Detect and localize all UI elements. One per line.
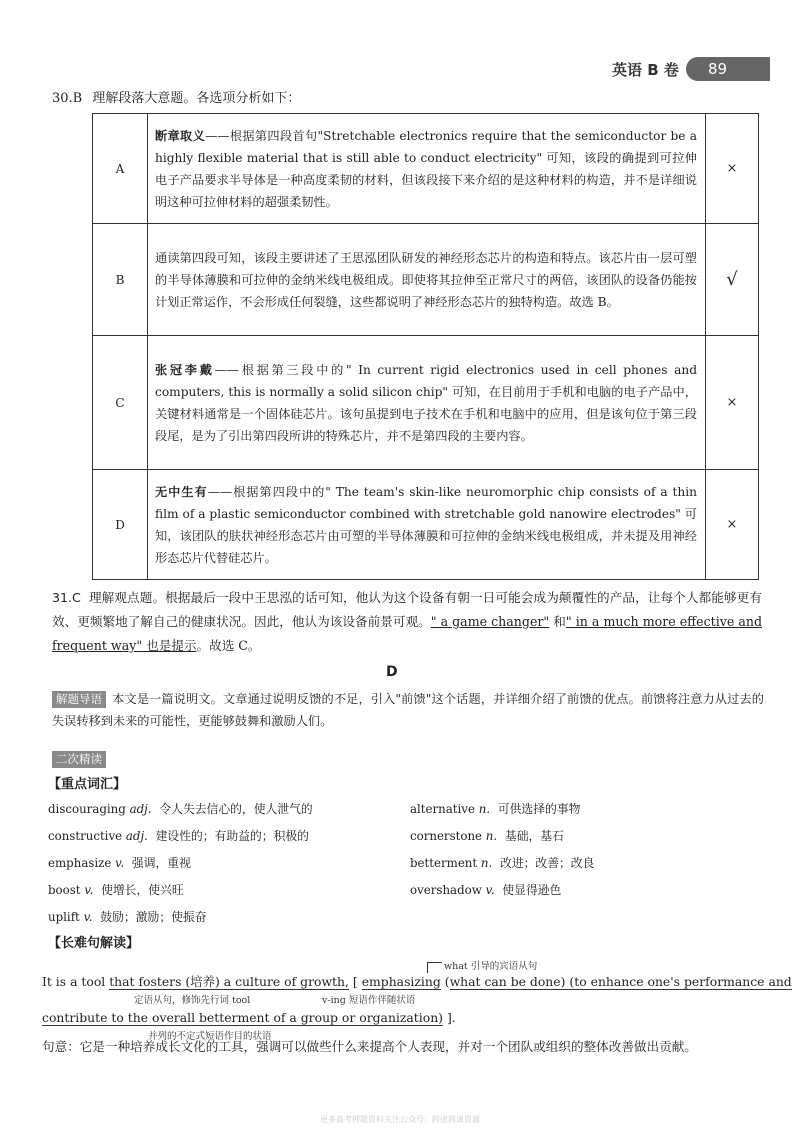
- q30-heading: [52, 89, 300, 109]
- vocab-meaning: 建设性的；有助益的；积极的: [155, 829, 309, 843]
- header-title: 英语 B 卷: [612, 61, 679, 79]
- option-text: ——根据第四段首句"Stretchable electronics require that the semiconductor be a highly flexible material that is still able to conduct electricity" 可知，该段的确提到可拉伸电子产品要求半导体是一种高度柔韧的材料，但该段接下来介绍的是这种材料的构造，并不是详细说明这种可拉伸材料的超强柔韧性。: [155, 128, 698, 209]
- q31-label: 31.C: [52, 590, 81, 605]
- sentence-part: ].: [443, 1010, 456, 1025]
- vocab-meaning: 基础，基石: [504, 829, 564, 843]
- guide-tag: 解题导语: [52, 691, 106, 708]
- option-mark: ×: [706, 114, 759, 224]
- object-clause: what can be done: [449, 974, 561, 989]
- annotation-infinitive: 并列的不定式短语作目的状语: [148, 1031, 272, 1042]
- option-letter: D: [93, 470, 148, 580]
- vocab-item: [410, 852, 594, 874]
- vocab-item: [410, 798, 594, 820]
- option-analysis: [148, 470, 706, 580]
- guide-paragraph: [52, 688, 764, 732]
- option-text: ——根据第三段中的" In current rigid electronics used in cell phones and computers, this is normally a solid silicon chip" 可知，在目前用于手机和电脑的电子产品中，关键材料通常是一个固体硅芯片。该句虽提到电子技术在手机和电脑中的应用，但是该句位于第三段段尾，是为了引出第四段所讲的特殊芯片，并不是第四段的主要内容。: [155, 362, 698, 443]
- option-mark: ×: [706, 336, 759, 470]
- vocab-item: [48, 906, 313, 928]
- table-row: [93, 224, 759, 336]
- vocab-heading: 【重点词汇】: [48, 777, 127, 792]
- vocab-pos: adj.: [125, 829, 148, 843]
- v-ing-phrase: emphasizing: [361, 974, 441, 989]
- vocab-item: [410, 825, 594, 847]
- table-row: [93, 114, 759, 224]
- vocab-meaning: 鼓励；激励；使振奋: [100, 910, 207, 924]
- q31-text-after: 。故选 C。: [196, 638, 261, 653]
- long-sentence-heading: 【长难句解读】: [48, 936, 140, 951]
- q30-label: 30.B: [52, 91, 83, 106]
- sentence-part: (: [440, 974, 450, 989]
- vocab-meaning: 可供选择的事物: [497, 802, 581, 816]
- q31-quote2: " in a much more effective and frequent way" 也是提示: [52, 614, 763, 653]
- option-keyword: 张冠李戴: [155, 362, 215, 377]
- guide-text: 本文是一篇说明文。文章通过说明反馈的不足，引入"前馈"这个话题，并详细介绍了前馈的优点。前馈将注意力从过去的失误转移到未来的可能性，更能够鼓舞和激励人们。: [52, 692, 764, 728]
- option-mark: ×: [706, 470, 759, 580]
- q31-text: 理解观点题。根据最后一段中王思泓的话可知，他认为这个设备有朝一日可能会成为颠覆性的产品，让每个人都能够更有效、更频繁地了解自己的健康状况。因此，他认为该设备前景可观。: [52, 590, 763, 629]
- vocab-right-column: [410, 798, 594, 901]
- vocab-item: [48, 798, 313, 820]
- q31-quote1: " a game changer": [430, 614, 550, 629]
- option-mark: √: [706, 224, 759, 336]
- vocab-meaning: 使增长，使兴旺: [101, 883, 184, 897]
- annotation-ving: v-ing 短语作伴随状语: [322, 995, 416, 1006]
- sentence-part: It is a tool: [42, 974, 110, 989]
- table-row: [93, 470, 759, 580]
- second-read-tag-wrap: [52, 748, 112, 768]
- vocab-word: emphasize: [48, 856, 112, 870]
- option-analysis: [148, 336, 706, 470]
- vocab-pos: v.: [84, 883, 94, 897]
- vocab-pos: n.: [480, 856, 493, 870]
- vocab-meaning: 令人失去信心的，使人泄气的: [159, 802, 313, 816]
- attributive-clause: that fosters (培养) a culture of growth,: [109, 974, 349, 989]
- vocab-meaning: 使显得逊色: [502, 883, 562, 897]
- q31-explanation: [52, 586, 762, 658]
- vocab-word: uplift: [48, 910, 80, 924]
- option-letter: A: [93, 114, 148, 224]
- option-keyword: 无中生有: [155, 484, 208, 499]
- option-text: ——根据第四段中的" The team's skin-like neuromorphic chip consists of a thin film of a plastic semiconductor combined with stretchable gold nanowire electrodes" 可知，该团队的肤状神经形态芯片由可塑的半导体薄膜和可拉伸的金纳米线电极组成，并未提及用神经形态芯片代替硅芯片。: [155, 484, 697, 565]
- vocab-word: alternative: [410, 802, 475, 816]
- infinitive-phrase-cont: contribute to the overall betterment of a group or organization): [42, 1010, 444, 1025]
- footer-watermark: 更多高考押题资料关注公众号：跨途网课资源: [320, 1115, 480, 1124]
- annotation-attributive: 定语从句，修饰先行词 tool: [134, 995, 251, 1006]
- vocab-pos: adj.: [129, 802, 152, 816]
- analysis-table: [92, 113, 759, 580]
- vocab-pos: v.: [83, 910, 93, 924]
- vocab-word: betterment: [410, 856, 478, 870]
- vocab-item: [410, 879, 594, 901]
- option-analysis: [148, 114, 706, 224]
- vocab-pos: n.: [485, 829, 498, 843]
- long-sentence-line-2: [42, 1008, 456, 1028]
- vocab-word: discouraging: [48, 802, 126, 816]
- option-letter: C: [93, 336, 148, 470]
- q30-intro: 理解段落大意题。各选项分析如下：: [92, 91, 301, 106]
- vocab-item: [48, 879, 313, 901]
- option-text: 通读第四段可知，该段主要讲述了王思泓团队研发的神经形态芯片的构造和特点。该芯片由一层可塑的半导体薄膜和可拉伸的金纳米线电极组成。即使将其拉伸至正常尺寸的两倍，该团队的设备仍能按计划正常运作，不会形成任何裂缝，这些都说明了神经形态芯片的独特构造。故选 B。: [155, 250, 697, 309]
- option-letter: B: [93, 224, 148, 336]
- vocab-pos: v.: [485, 883, 495, 897]
- vocab-item: [48, 825, 313, 847]
- vocab-left-column: [48, 798, 313, 928]
- second-read-tag: 二次精读: [52, 751, 106, 768]
- option-analysis: [148, 224, 706, 336]
- infinitive-phrase: ) (to enhance one's performance and: [560, 974, 792, 989]
- q31-and: 和: [549, 614, 566, 629]
- vocab-meaning: 强调，重视: [131, 856, 191, 870]
- vocab-meaning: 改进；改善；改良: [500, 856, 595, 870]
- vocab-word: constructive: [48, 829, 123, 843]
- sentence-part: [: [348, 974, 362, 989]
- option-keyword: 断章取义: [155, 128, 206, 143]
- sentence-translation: 句意：它是一种培养成长文化的工具，强调可以做些什么来提高个人表现，并对一个团队或组织的整体改善做出贡献。: [42, 1039, 697, 1054]
- table-row: [93, 336, 759, 470]
- vocab-word: overshadow: [410, 883, 482, 897]
- vocab-word: cornerstone: [410, 829, 483, 843]
- vocab-pos: n.: [478, 802, 491, 816]
- page-number-badge: 89: [686, 57, 770, 81]
- long-sentence-line-1: [42, 972, 792, 992]
- vocab-word: boost: [48, 883, 81, 897]
- annotation-what-clause: what 引导的宾语从句: [444, 961, 538, 972]
- vocab-pos: v.: [115, 856, 125, 870]
- section-letter: D: [386, 664, 398, 680]
- vocab-item: [48, 852, 313, 874]
